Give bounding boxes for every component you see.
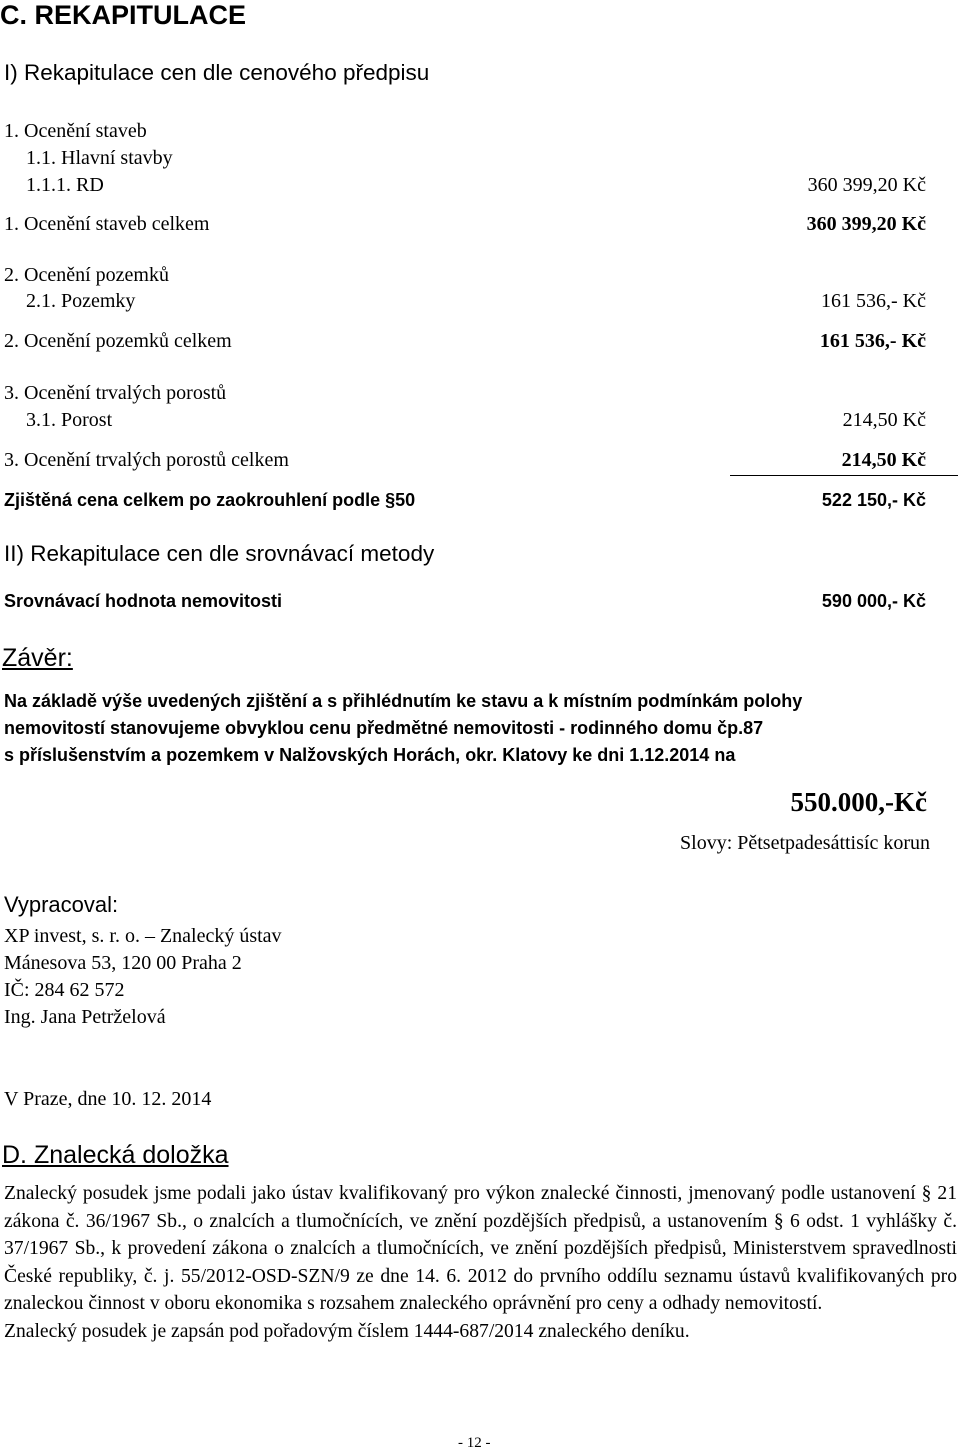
- heading-c: C. REKAPITULACE: [0, 0, 247, 30]
- item-2-1-label: 2.1. Pozemky: [26, 290, 136, 312]
- expert-clause-paragraph-1: Znalecký posudek jsme podali jako ústav kvalifikovaný pro výkon znalecké činnosti, jmenovaný podle ustanovení § 21 zákona č. 36/1967 Sb., o znalcích a tlumočnících, ve znění pozdějších předpisů, a ustanovením § 6 odst. 1 vyhlášky č. 37/1967 Sb., k provedení zákona o znalcích a tlumočnících, ve znění pozdějších předpisů, Ministerstvem spravedlnosti České republiky, č. j. 55/2012-OSD-SZN/9 ze dne 14. 6. 2012 do prvního oddílu seznamu ústavů kvalifikovaných pro znaleckou činnost v oboru ekonomika s rozsahem znaleckého oprávnění pro ceny a odhady nemovitostí.: [4, 1183, 957, 1315]
- section-sign: §: [921, 1183, 932, 1204]
- compare-value-label: Srovnávací hodnota nemovitosti: [4, 591, 283, 611]
- conclusion-title: Závěr:: [2, 644, 73, 672]
- item-2-total-value: 161 536,- Kč: [819, 330, 926, 352]
- compare-value: 590 000,- Kč: [821, 591, 926, 611]
- item-1-1-1-label: 1.1.1. RD: [26, 174, 104, 196]
- item-3-total-label: 3. Ocenění trvalých porostů celkem: [4, 449, 289, 471]
- conclusion-line-1: Na základě výše uvedených zjištění a s přihlédnutím ke stavu a k místním podmínkám polohy: [4, 691, 803, 711]
- prepared-by-title: Vypracoval:: [4, 892, 119, 917]
- prepared-by-id: IČ: 284 62 572: [4, 979, 125, 1001]
- item-1-1-1-value: 360 399,20 Kč: [807, 174, 926, 196]
- price-in-words: Slovy: Pětsetpadesáttisíc korun: [680, 832, 930, 854]
- prepared-by-address: Mánesova 53, 120 00 Praha 2: [4, 952, 242, 974]
- prepared-by-company: XP invest, s. r. o. – Znalecký ústav: [4, 925, 282, 947]
- section-2-title: II) Rekapitulace cen dle srovnávací metody: [4, 541, 435, 566]
- item-1-1-label: 1.1. Hlavní stavby: [26, 147, 173, 169]
- item-3-total-value: 214,50 Kč: [841, 449, 926, 471]
- item-1-label: 1. Ocenění staveb: [4, 120, 147, 142]
- conclusion-line-2: nemovitostí stanovujeme obvyklou cenu předmětné nemovitosti - rodinného domu čp.87: [4, 718, 764, 738]
- place-date: V Praze, dne 10. 12. 2014: [4, 1088, 212, 1110]
- heading-d: D. Znalecká doložka: [2, 1141, 229, 1169]
- rounded-total-label: Zjištěná cena celkem po zaokrouhlení podle §50: [4, 490, 416, 510]
- final-price: 550.000,-Kč: [790, 787, 927, 817]
- item-3-1-value: 214,50 Kč: [842, 409, 926, 431]
- total-underline: [730, 475, 958, 476]
- conclusion-line-3: s příslušenstvím a pozemkem v Nalžovských Horách, okr. Klatovy ke dni 1.12.2014 na: [4, 745, 736, 765]
- section-1-title: I) Rekapitulace cen dle cenového předpisu: [4, 60, 430, 85]
- item-2-1-value: 161 536,- Kč: [821, 290, 926, 312]
- item-2-label: 2. Ocenění pozemků: [4, 264, 169, 286]
- item-1-total-value: 360 399,20 Kč: [806, 213, 926, 235]
- expert-clause: [4, 1180, 957, 1346]
- item-2-total-label: 2. Ocenění pozemků celkem: [4, 330, 232, 352]
- section-sign: §: [385, 490, 396, 510]
- item-3-1-label: 3.1. Porost: [26, 409, 113, 431]
- page-number: - 12 -: [458, 1435, 491, 1451]
- section-sign: §: [773, 1210, 784, 1232]
- item-1-total-label: 1. Ocenění staveb celkem: [4, 213, 210, 235]
- item-3-label: 3. Ocenění trvalých porostů: [4, 382, 227, 404]
- expert-clause-paragraph-2: Znalecký posudek je zapsán pod pořadovým číslem 1444-687/2014 znaleckého deníku.: [4, 1320, 690, 1342]
- rounded-total-value: 522 150,- Kč: [821, 490, 926, 510]
- prepared-by-person: Ing. Jana Petrželová: [4, 1006, 166, 1028]
